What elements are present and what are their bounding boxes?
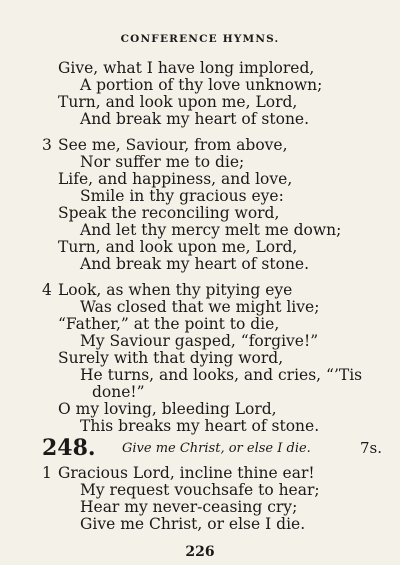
verse-line: Was closed that we might live;	[80, 298, 320, 316]
verse-line: Hear my never-ceasing cry;	[80, 498, 298, 516]
verse-line: Turn, and look upon me, Lord,	[58, 93, 298, 111]
verse-line: He turns, and looks, and cries, “’Tis	[80, 366, 363, 384]
verse-line: My Saviour gasped, “forgive!”	[80, 332, 319, 350]
page-number: 226	[185, 544, 215, 560]
verse-line: Nor suffer me to die;	[80, 153, 245, 171]
verse-line: O my loving, bleeding Lord,	[58, 400, 277, 418]
hymn-title: Give me Christ, or else I die.	[122, 441, 311, 456]
stanza-number: 3	[42, 136, 52, 154]
hymn-meter: 7s.	[359, 439, 382, 457]
stanza-number: 1	[42, 464, 52, 482]
verse-line: My request vouchsafe to hear;	[80, 481, 320, 499]
verse-line: Turn, and look upon me, Lord,	[58, 238, 298, 256]
verse-line: Give, what I have long implored,	[58, 59, 315, 77]
verse-line: And break my heart of stone.	[80, 255, 310, 273]
verse-line: See me, Saviour, from above,	[58, 136, 288, 154]
running-header: CONFERENCE HYMNS.	[120, 33, 280, 45]
verse-line: Look, as when thy pitying eye	[58, 281, 293, 299]
verse-line: Give me Christ, or else I die.	[80, 515, 306, 533]
verse-line: And let thy mercy melt me down;	[80, 221, 342, 239]
verse-line: This breaks my heart of stone.	[80, 417, 320, 435]
verse-line: Speak the reconciling word,	[58, 204, 280, 222]
hymn-number: 248.	[42, 435, 96, 461]
verse-line: And break my heart of stone.	[80, 110, 310, 128]
verse-line: Smile in thy gracious eye:	[80, 187, 284, 205]
verse-line: A portion of thy love unknown;	[80, 76, 323, 94]
hymn-heading	[42, 437, 382, 459]
verse-line: “Father,” at the point to die,	[58, 315, 280, 333]
verse-line: Gracious Lord, incline thine ear!	[58, 464, 315, 482]
verse-line: done!”	[92, 383, 145, 401]
verse-line: Life, and happiness, and love,	[58, 170, 293, 188]
stanza-number: 4	[42, 281, 52, 299]
verse-line: Surely with that dying word,	[58, 349, 284, 367]
